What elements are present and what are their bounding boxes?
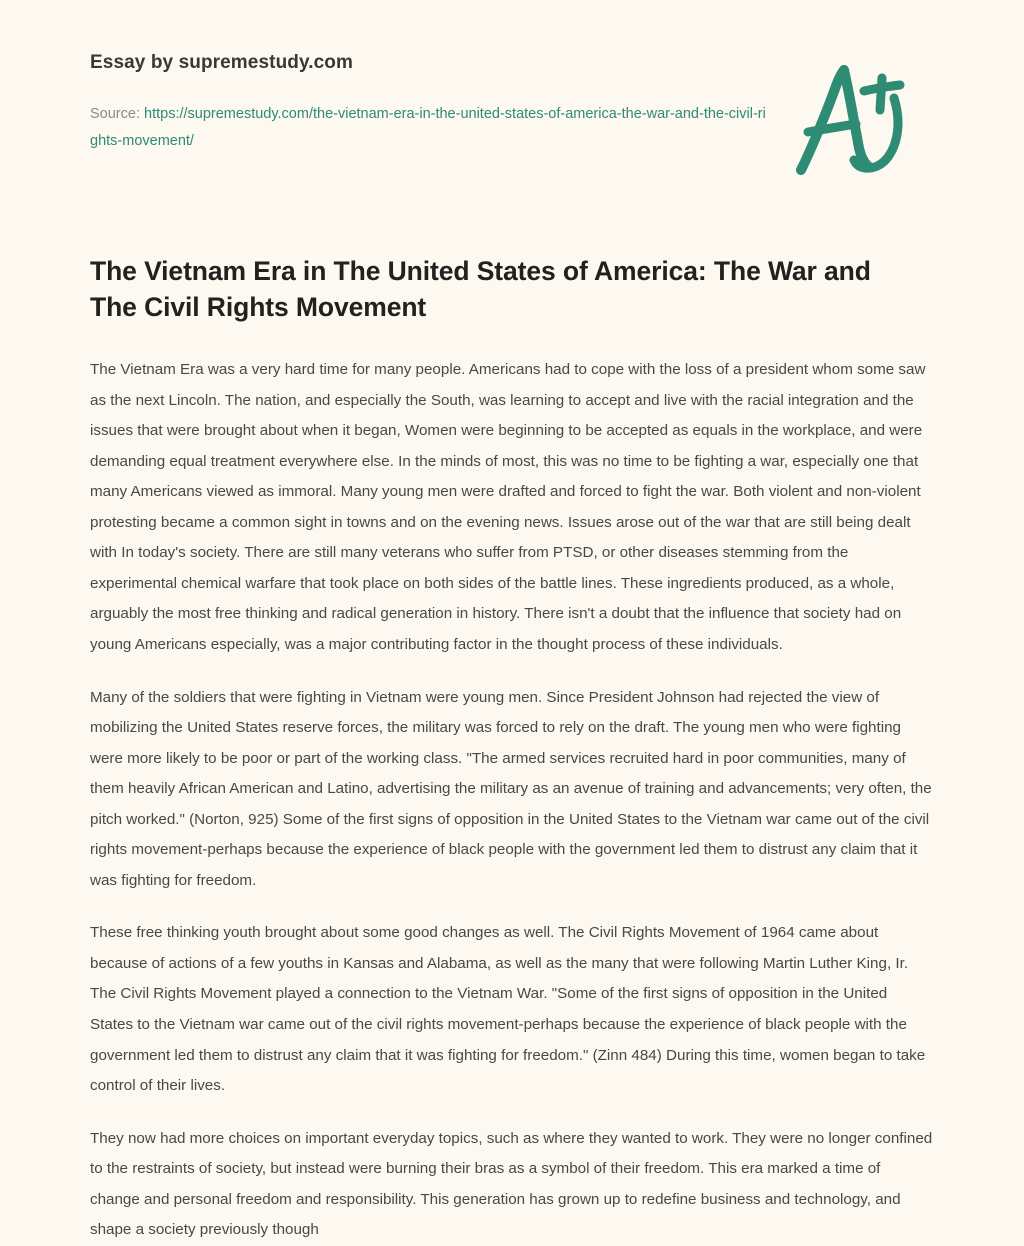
page-header [0,0,1024,181]
source-label: Source: [90,105,140,122]
article-body [90,355,934,1246]
essay-byline: Essay by supremestudy.com [90,52,353,73]
article-paragraph: The Vietnam Era was a very hard time for many people. Americans had to cope with the loss of a president whom some saw as the next Lincoln. The nation, and especially the South, was learning to accept and live with the racial integration and the issues that were brought about when it began, Women were beginning to be accepted as equals in the workplace, and were demanding equal treatment everywhere else. In the minds of most, this was no time to be fighting a war, especially one that many Americans viewed as immoral. Many young men were drafted and forced to fight the war. Both violent and non-violent protesting became a common sight in towns and on the evening news. Issues arose out of the war that are still being dealt with In today's society. There are still many veterans who suffer from PTSD, or other diseases stemming from the experimental chemical warfare that took place on both sides of the battle lines. These ingredients produced, as a whole, arguably the most free thinking and radical generation in history. There isn't a doubt that the influence that society had on young Americans especially, was a major contributing factor in the thought process of these individuals. [90,361,926,653]
page-title: The Vietnam Era in The United States of America: The War and The Civil Rights Movement [90,256,871,323]
header-text-block [90,52,770,154]
article-paragraph: They now had more choices on important everyday topics, such as where they wanted to work. They were no longer confined to the restraints of society, but instead were burning their bras as a symbol of their freedom. This era marked a time of change and personal freedom and responsibility. This generation has grown up to redefine business and technology, and shape a society previously though [90,1129,933,1239]
a-plus-logo-icon [786,58,912,180]
article-paragraph: These free thinking youth brought about some good changes as well. The Civil Rights Movement of 1964 came about because of actions of a few youths in Kansas and Alabama, as well as the many that were following Martin Luther King, Ir. The Civil Rights Movement played a connection to the Vietnam War. "Some of the first signs of opposition in the United States to the Vietnam war came out of the civil rights movement-perhaps because the experience of black people with the government led them to distrust any claim that it was fighting for freedom." (Zinn 484) During this time, women began to take control of their lives. [90,924,926,1095]
source-line [90,101,770,155]
article-paragraph: Many of the soldiers that were fighting in Vietnam were young men. Since President Johnson had rejected the view of mobilizing the United States reserve forces, the military was forced to rely on the draft. The young men who were fighting were more likely to be poor or part of the working class. "The armed services recruited hard in poor communities, many of them heavily African American and Latino, advertising the military as an avenue of training and advancements; very often, the pitch worked." (Norton, 925) Some of the first signs of opposition in the United States to the Vietnam war came out of the civil rights movement-perhaps because the experience of black people with the government led them to distrust any claim that it was fighting for freedom. [90,688,932,889]
article [0,253,1024,1246]
source-url-link[interactable]: https://supremestudy.com/the-vietnam-era-in-the-united-states-of-america-the-war-and-the-civil-rights-movement/ [90,105,766,149]
site-logo [784,56,914,181]
